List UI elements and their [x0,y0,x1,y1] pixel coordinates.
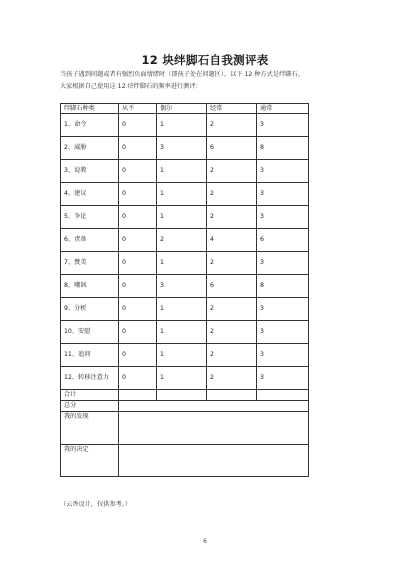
decision-row [61,445,309,477]
score-cell: 2 [207,321,257,344]
score-cell: 0 [119,321,157,344]
score-cell: 2 [207,344,257,367]
table-row [61,344,309,367]
score-cell: 3 [157,137,207,160]
stumbling-block-label: 2、威胁 [61,137,119,160]
score-cell: 1 [157,160,207,183]
score-cell: 1 [157,367,207,390]
table-row [61,183,309,206]
table-row [61,275,309,298]
score-cell: 6 [207,275,257,298]
findings-row [61,412,309,445]
stumbling-block-label: 8、嘲讽 [61,275,119,298]
score-cell: 1 [157,183,207,206]
score-cell: 0 [119,367,157,390]
score-cell: 8 [257,137,309,160]
stumbling-block-label: 11、追问 [61,344,119,367]
score-cell: 1 [157,298,207,321]
score-cell: 6 [207,137,257,160]
intro-paragraph [60,69,360,93]
score-cell: 1 [157,344,207,367]
score-cell: 2 [207,114,257,137]
column-header: 从不 [119,104,157,114]
findings-row-label: 我的发现 [61,412,119,445]
score-cell: 3 [257,367,309,390]
column-header: 绊脚石种类 [61,104,119,114]
score-cell: 2 [157,229,207,252]
subtotal-row [61,390,309,401]
score-cell: 8 [257,275,309,298]
column-header: 偶尔 [157,104,207,114]
stumbling-block-label: 5、争论 [61,206,119,229]
score-cell: 2 [207,367,257,390]
score-cell: 3 [257,344,309,367]
subtotal-row-cell [207,390,257,401]
stumbling-block-label: 6、责备 [61,229,119,252]
score-cell: 0 [119,252,157,275]
score-cell: 6 [257,229,309,252]
score-cell: 3 [257,321,309,344]
table-row [61,252,309,275]
stumbling-block-label: 3、说教 [61,160,119,183]
score-cell: 3 [257,114,309,137]
subtotal-row-cell [119,390,157,401]
stumbling-block-label: 10、安慰 [61,321,119,344]
score-cell: 2 [207,183,257,206]
column-header: 经常 [207,104,257,114]
score-cell: 3 [157,275,207,298]
intro-line: 当孩子遇到问题或者有强烈负面情绪时（即孩子处在问题区），以下 12 种方式是绊脚石。 [60,71,304,78]
page-title: 12 块绊脚石自我测评表 [141,53,269,67]
table-row [61,298,309,321]
column-header: 通常 [257,104,309,114]
score-cell: 0 [119,275,157,298]
footnote: （云香设计，仅供参考。） [60,501,132,508]
total-score-row [61,401,309,412]
table-row [61,367,309,390]
score-cell: 3 [257,160,309,183]
score-cell: 3 [257,206,309,229]
score-cell: 2 [207,298,257,321]
table-row [61,137,309,160]
score-cell: 2 [207,252,257,275]
table-row [61,321,309,344]
score-cell: 0 [119,183,157,206]
findings-row-field [119,412,309,445]
score-cell: 0 [119,298,157,321]
self-assessment-table [60,103,309,477]
stumbling-block-label: 12、转移注意力 [61,367,119,390]
score-cell: 0 [119,114,157,137]
score-cell: 2 [207,206,257,229]
table-row [61,206,309,229]
subtotal-row-cell [257,390,309,401]
stumbling-block-label: 4、建议 [61,183,119,206]
score-cell: 1 [157,252,207,275]
page-number: 6 [203,538,207,545]
score-cell: 0 [119,160,157,183]
stumbling-block-label: 7、赞美 [61,252,119,275]
score-cell: 1 [157,114,207,137]
score-cell: 4 [207,229,257,252]
score-cell: 3 [257,183,309,206]
table-row [61,229,309,252]
table-row [61,114,309,137]
stumbling-block-label: 9、分析 [61,298,119,321]
decision-row-label: 我的决定 [61,445,119,477]
total-score-row-label: 总分 [61,401,119,412]
score-cell: 2 [207,160,257,183]
score-cell: 3 [257,298,309,321]
score-cell: 3 [257,252,309,275]
table-header-row [61,104,309,114]
score-cell: 0 [119,344,157,367]
score-cell: 0 [119,137,157,160]
total-score-row-field [119,401,309,412]
intro-line: 大家根据自己使用这 12 块绊脚石的频率进行测评： [60,83,202,90]
score-cell: 0 [119,229,157,252]
score-cell: 1 [157,206,207,229]
decision-row-field [119,445,309,477]
score-cell: 0 [119,206,157,229]
score-cell: 1 [157,321,207,344]
subtotal-row-label: 合计 [61,390,119,401]
subtotal-row-cell [157,390,207,401]
table-row [61,160,309,183]
stumbling-block-label: 1、命令 [61,114,119,137]
